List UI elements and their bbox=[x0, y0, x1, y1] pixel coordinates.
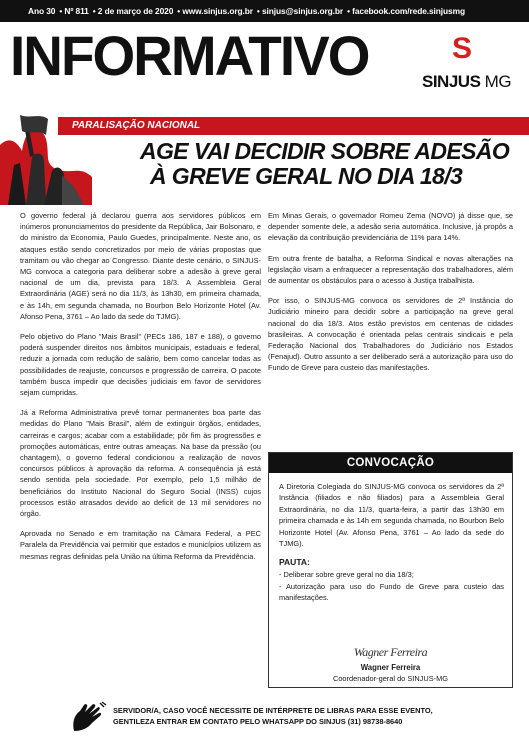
accessibility-notice bbox=[113, 706, 433, 727]
article-column-left bbox=[20, 210, 261, 571]
headline-line-2: À GREVE GERAL NO DIA 18/3 bbox=[150, 163, 463, 189]
newsletter-title: INFORMATIVO bbox=[10, 24, 369, 87]
logo-org: SINJUS bbox=[422, 72, 481, 91]
article-paragraph: Já a Reforma Administrativa prevê tornar permanentes boa parte das medidas do Plano "Mais Brasil", além de extinguir órgãos, entidades, carreiras e cargos; acabar com a estabilidade; pôr fim às progressões e promoções automáticas, entre outras ameaças. Na base da pressão (ou chantagem), o governo federal condicionou a realização de novos concursos públicos à aprovação da reforma. A consequência já está sendo sentida pela sociedade. Por exemplo, pelo 1,5 milhão de beneficiários do Instituto Nacional do Seguro Social (INSS) cujos processos estão atrasados devido ao deficit de 13 mil servidores no órgão. bbox=[20, 408, 261, 519]
article-paragraph: Pelo objetivo do Plano "Mais Brasil" (PECs 186, 187 e 188), o governo poderá suspender direitos nos âmbitos municipais, estaduais e federal, reduzir a jornada com redução de salário, bem como cancelar todas as possibilidades de reajuste, concursos e progressão de carreira. O pacote também busca impedir que decisões judiciais em favor de servidores sejam cumpridas. bbox=[20, 332, 261, 398]
issue-date: • 2 de março de 2020 bbox=[92, 6, 174, 16]
signer-role: Coordenador-geral do SINJUS-MG bbox=[332, 674, 448, 683]
article-paragraph: Em Minas Gerais, o governador Romeu Zema (NOVO) já disse que, se depender somente dele, a adesão seria automática. Inclusive, já propôs a elevação da contribuição previdenciária de 11% para 14%. bbox=[268, 211, 513, 243]
article-paragraph: Aprovada no Senado e em tramitação na Câmara Federal, a PEC Paralela da Previdência vai permitir que estados e municípios utilizem as mesmas regras definidas pela União na última Reforma da Previdência. bbox=[20, 529, 261, 561]
section-label: PARALISAÇÃO NACIONAL bbox=[72, 120, 201, 131]
convocation-title: CONVOCAÇÃO bbox=[269, 453, 512, 473]
agenda-item: - Deliberar sobre greve geral no dia 18/3; bbox=[279, 570, 414, 580]
signer-name: Wagner Ferreira bbox=[360, 663, 421, 672]
convocation-box bbox=[268, 452, 513, 688]
article-paragraph: Em outra frente de batalha, a Reforma Sindical e novas alterações na legislação visam a enfraquecer a representação dos trabalhadores, além de aumentar os obstáculos para o acesso à Justiça trabalhista. bbox=[268, 253, 513, 286]
logo-letter: S bbox=[452, 32, 473, 65]
edition-label: Ano 30 bbox=[28, 6, 56, 16]
accessibility-line-2: GENTILEZA ENTRAR EM CONTATO PELO WHATSAPP DO SINJUS (31) 98738-8640 bbox=[113, 716, 403, 726]
facebook-link[interactable]: • facebook.com/rede.sinjusmg bbox=[347, 6, 465, 16]
article-paragraph: Por isso, o SINJUS-MG convoca os servidores de 2ª Instância do Judiciário mineiro para decidir sobre a participação na greve geral nacional do dia 18/3. Atos estão previstos em centenas de cidades brasileiras. A convocação é orientada pelas centrais sindicais e pela Federação Nacional dos Trabalhadores do Judiciário nos Estados (Fenajud). Outro assunto a ser deliberado será a autorização para uso do Fundo de Greve para custeio das manifestações. bbox=[268, 296, 513, 373]
logo-state: MG bbox=[484, 72, 512, 91]
article-column-right bbox=[268, 210, 513, 383]
accessibility-line-1: SERVIDOR/A, CASO VOCÊ NECESSITE DE INTÉRPRETE DE LIBRAS PARA ESSE EVENTO, bbox=[113, 706, 433, 715]
signature: Wagner Ferreira bbox=[353, 645, 428, 659]
agenda-item: - Autorização para uso do Fundo de Greve para custeio das manifestações. bbox=[279, 581, 504, 602]
agenda-title: PAUTA: bbox=[279, 557, 310, 568]
sinjus-logo bbox=[422, 34, 514, 102]
convocation-body bbox=[269, 473, 512, 603]
article-paragraph: O governo federal já declarou guerra aos servidores públicos em inúmeros pronunciamentos do presidente da República, Jair Bolsonaro, e do ministro da Economia, Paulo Guedes, principalmente. Neste ano, os ataques estão sendo concretizados por meio de várias propostas que tramitam ou vão chegar ao Congresso. Diante deste cenário, o SINJUS-MG convoca a categoria para deliberar sobre a adesão à greve geral nacional de um dia, prevista para 18/3. A Assembleia Geral Extraordinária (AGE) será no dia 11/3, às 13h30, em primeira chamada, e às 14h, em segunda chamada, no Bourbon Belo Horizonte Hotel (Av. Afonso Pena, 3761 – Ao lado da sede do TJMG). bbox=[20, 211, 261, 321]
issue-number: • Nº 811 bbox=[59, 6, 89, 16]
logo-name bbox=[422, 72, 511, 92]
headline-line-1: AGE VAI DECIDIR SOBRE ADESÃO bbox=[140, 138, 510, 164]
sign-language-icon bbox=[70, 701, 108, 733]
website-link[interactable]: • www.sinjus.org.br bbox=[177, 6, 253, 16]
email-link[interactable]: • sinjus@sinjus.org.br bbox=[256, 6, 344, 16]
headline bbox=[140, 139, 525, 189]
top-info-bar bbox=[0, 0, 529, 22]
convocation-text: A Diretoria Colegiada do SINJUS-MG convoca os servidores da 2ª Instância (filiados e não filiados) para a Assembleia Geral Extraordinária, no dia 11/3, quarta-feira, a partir das 13h30 em primeira chamada e às 14h em segunda chamada, no Bourbon Belo Horizonte Hotel (Av. Afonso Pena, 3761 – Ao lado da sede do TJMG). bbox=[279, 482, 504, 549]
